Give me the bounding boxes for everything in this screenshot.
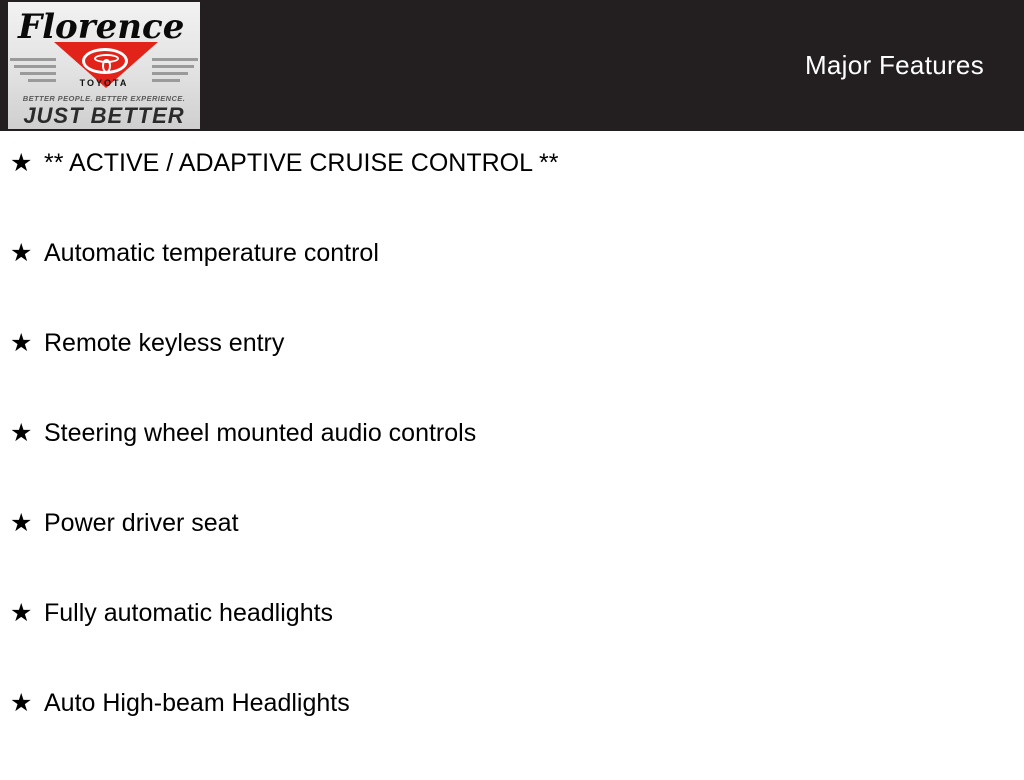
toyota-emblem-icon [82,48,128,74]
feature-label: Remote keyless entry [44,329,285,357]
feature-label: Auto High-beam Headlights [44,689,350,717]
logo-script-text: Florence [18,7,185,47]
logo-artwork [8,2,200,129]
feature-label: ** ACTIVE / ADAPTIVE CRUISE CONTROL ** [44,149,559,177]
star-icon: ★ [10,688,33,717]
logo-tagline: BETTER PEOPLE. BETTER EXPERIENCE. [22,94,186,103]
star-icon: ★ [10,328,33,357]
feature-label: Power driver seat [44,509,239,537]
page-title: Major Features [804,50,984,80]
header-bar [0,0,1024,131]
star-icon: ★ [10,598,33,627]
logo-wing-left-3 [20,72,56,75]
feature-label: Automatic temperature control [44,239,379,267]
dealer-logo [8,2,200,129]
feature-label: Fully automatic headlights [44,599,334,627]
list-item [0,240,1024,330]
star-icon: ★ [10,238,33,267]
feature-label: Steering wheel mounted audio controls [44,419,477,447]
list-item [0,510,1024,600]
star-icon: ★ [10,508,33,537]
list-item [0,330,1024,420]
logo-wing-left-1 [10,58,56,61]
list-item [0,600,1024,690]
star-icon: ★ [10,148,33,177]
star-icon: ★ [10,418,33,447]
list-item [0,420,1024,510]
logo-brand-word: TOYOTA [79,78,129,88]
features-list [0,131,1024,780]
logo-slogan: JUST BETTER [23,103,185,128]
list-item [0,690,1024,780]
list-item [0,150,1024,240]
logo-wing-left-2 [14,65,56,68]
logo-wing-right-1 [152,58,198,61]
logo-wing-right-2 [152,65,194,68]
